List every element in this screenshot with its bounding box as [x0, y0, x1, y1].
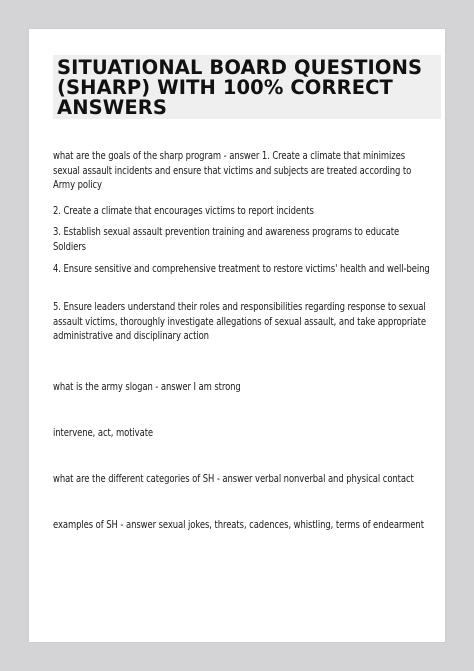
paragraph-sh-examples: examples of SH - answer sexual jokes, threats, cadences, whistling, terms of endearment [53, 519, 424, 531]
paragraph-goal-2: 2. Create a climate that encourages victims to report incidents [53, 205, 314, 217]
document-page [29, 29, 445, 642]
paragraph-sh-categories: what are the different categories of SH - answer verbal nonverbal and physical contact [53, 473, 414, 485]
paragraph-intervene-act-motivate: intervene, act, motivate [53, 427, 154, 439]
paragraph-goal-5: 5. Ensure leaders understand their roles and responsibilities regarding response to sexual assault victims, thoroughly investigate allegations of sexual assault, and take appropriate administrative and disciplinary action [53, 301, 426, 343]
paragraph-army-slogan: what is the army slogan - answer I am strong [53, 381, 241, 393]
paragraph-goals-question: what are the goals of the sharp program - answer 1. Create a climate that minimizes sexual assault incidents and ensure that victims and subjects are treated according to Army policy [53, 150, 412, 192]
document-title: SITUATIONAL BOARD QUESTIONS (SHARP) WITH 100% CORRECT ANSWERS [53, 55, 441, 119]
paragraph-goal-3: 3. Establish sexual assault prevention training and awareness programs to educate Soldiers [53, 226, 400, 253]
paragraph-goal-4: 4. Ensure sensitive and comprehensive treatment to restore victims' health and well-being [53, 263, 430, 275]
